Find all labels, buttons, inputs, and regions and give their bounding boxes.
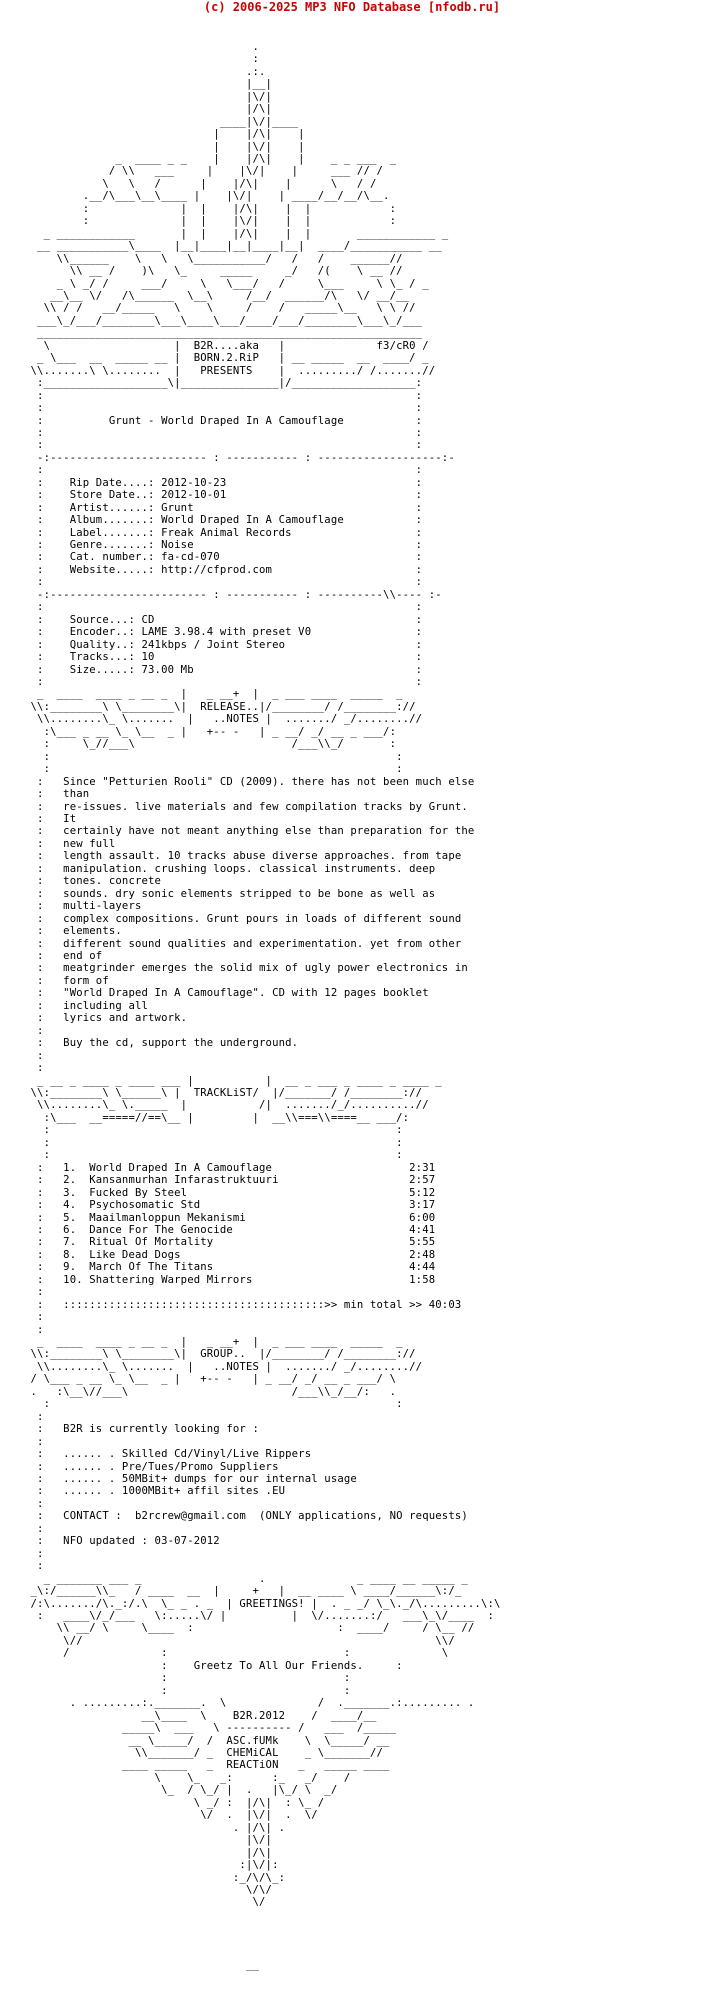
nfo-line: \// \\/	[24, 1634, 455, 1647]
nfo-line: :\___ __=====//==\__ | | __\\===\\====__ ___/:	[24, 1111, 410, 1124]
nfo-line: __\____ \ B2R.2012 / ____/__	[24, 1709, 377, 1722]
nfo-line: : Genre.......: Noise :	[24, 539, 423, 552]
nfo-line: :	[24, 1410, 44, 1423]
nfo-line: _ _______ ___ _ . _ ____ __ _____ _	[24, 1572, 468, 1585]
nfo-line: __\__ \/ /\______ \__\ /__/ ______/\ \/ __/__	[24, 289, 410, 302]
nfo-line: \\ __ / )\ \_ _____ _/ /( \ __ //	[24, 265, 403, 278]
nfo-line: :	[24, 1311, 44, 1324]
nfo-line: _ ____________ | | |/\| | | ____________ _	[24, 227, 449, 240]
nfo-line: :	[24, 1497, 44, 1510]
nfo-line: : 6. Dance For The Genocide 4:41	[24, 1223, 436, 1236]
nfo-line: _ \ _/ / ___/ \ \___/ / \___ \ \_ / _	[24, 277, 429, 290]
nfo-line: : ...... . Skilled Cd/Vinyl/Live Rippers	[24, 1448, 312, 1461]
nfo-line: . |/\| .	[24, 1821, 286, 1834]
nfo-line: \\:________\ \________\| GROUP.. |/________/ /________://	[24, 1348, 416, 1361]
nfo-line: \ _/ : |/\| : \_ /	[24, 1796, 325, 1809]
nfo-line: \\:________\ \________\| RELEASE..|/________/ /________://	[24, 700, 416, 713]
nfo-line: : ::::::::::::::::::::::::::::::::::::::::>> min total >> 40:03	[24, 1298, 462, 1311]
nfo-line: : Artist......: Grunt :	[24, 501, 423, 514]
nfo-line: :	[24, 1547, 44, 1560]
nfo-line: : length assault. 10 tracks abuse diverse approaches. from tape	[24, 850, 462, 863]
nfo-line: :\___ _ __ \_ \__ _ | +-- - | _ __/ _/ __ _ ___/:	[24, 725, 397, 738]
nfo-line: : "World Draped In A Camouflage". CD with 12 pages booklet	[24, 987, 429, 1000]
nfo-line: : ...... . 50MBit+ dumps for our internal usage	[24, 1473, 357, 1486]
nfo-line: : manipulation. crushing loops. classical instruments. deep	[24, 862, 436, 875]
nfo-line: \ | B2R....aka | f3/cR0 /	[24, 339, 429, 352]
nfo-line: \/ . |\/| . \/	[24, 1809, 318, 1822]
nfo-line: : 9. March Of The Titans 4:44	[24, 1261, 436, 1274]
nfo-line: : CONTACT : b2rcrew@gmail.com (ONLY applications, NO requests)	[24, 1510, 468, 1523]
nfo-line: -:------------------------ : ----------- : -------------------:-	[24, 451, 455, 464]
nfo-line: \ \ / | |/\| | \ / /	[24, 177, 377, 190]
nfo-line: : 5. Maailmanloppun Mekanismi 6:00	[24, 1211, 436, 1224]
nfo-line: :___________________\|_______________|/___________________:	[24, 377, 423, 390]
nfo-line: .:.	[24, 65, 266, 78]
nfo-line: \\........\_ \....... | ..NOTES | ......./ _/........//	[24, 1360, 423, 1373]
nfo-line: : re-issues. live materials and few compilation tracks by Grunt.	[24, 800, 468, 813]
nfo-line: : Greetz To All Our Friends. :	[24, 1659, 403, 1672]
nfo-line: . .........:._______. \ / ._______.:......... .	[24, 1697, 475, 1710]
nfo-line: : Since "Petturien Rooli" CD (2009). there has not been much else	[24, 775, 475, 788]
nfo-line: : 8. Like Dead Dogs 2:48	[24, 1248, 436, 1261]
nfo-line: \\:________\ \______\ | TRACKLiST/ |/_______/ /________://	[24, 1086, 423, 1099]
nfo-line: _ ____ ____ _ __ _ | _ __+ | _ ___ ____ _____ _	[24, 688, 403, 701]
nfo-line: | |/\| |	[24, 128, 305, 141]
nfo-line: |/\|	[24, 1846, 273, 1859]
nfo-line: : Quality..: 241kbps / Joint Stereo :	[24, 638, 423, 651]
nfo-line: : Album.......: World Draped In A Camouflage :	[24, 514, 423, 527]
nfo-line: : | | |/\| | | :	[24, 202, 397, 215]
nfo-line: . :\__\//___\ /___\\_/__/: .	[24, 1385, 397, 1398]
nfo-line: |\/|	[24, 90, 273, 103]
nfo-line: :	[24, 1323, 44, 1336]
nfo-line: : ____\/_/___ \:.....\/ | | \/.......:/ ___\_\/____ :	[24, 1610, 495, 1622]
nfo-line: :_/\/\_:	[24, 1871, 286, 1884]
nfo-line: .	[24, 40, 260, 53]
nfo-line: : tones. concrete	[24, 875, 162, 888]
nfo-line: \\ __/ \ \____ : : ____/ / \__ //	[24, 1622, 475, 1635]
nfo-line: : :	[24, 601, 423, 614]
nfo-line: : :	[24, 1136, 403, 1149]
nfo-line: : 4. Psychosomatic Std 3:17	[24, 1199, 436, 1212]
nfo-line: : :	[24, 1672, 351, 1685]
nfo-line: ____ _____ _ REACTiON _ _____ ____	[24, 1759, 390, 1772]
nfo-line: : 2. Kansanmurhan Infarastruktuuri 2:57	[24, 1174, 436, 1187]
nfo-line: : Rip Date....: 2012-10-23 :	[24, 476, 423, 489]
nfo-line: : Encoder..: LAME 3.98.4 with preset V0 :	[24, 626, 423, 639]
nfo-line: |__|	[24, 78, 273, 91]
nfo-line: : 3. Fucked By Steel 5:12	[24, 1186, 436, 1199]
nfo-line: : :	[24, 1124, 403, 1137]
nfo-line: ____|\/|____	[24, 115, 299, 128]
nfo-line: ___\_/___/________\___\____\___/____/___/________\___\_/___	[24, 314, 423, 327]
nfo-line: : Source...: CD :	[24, 613, 423, 626]
nfo-document	[0, 16, 704, 2004]
nfo-line: : \_//___\ /___\\_/ :	[24, 738, 397, 751]
nfo-line: : ...... . 1000MBit+ affil sites .EU	[24, 1485, 286, 1498]
nfo-line: _ ____ ____ _ __ _ | _ __+ | _ ___ ____ _____ _	[24, 1336, 403, 1349]
nfo-line: .__/\___\__\____ | |\/| | ____/__/__/\__.	[24, 190, 390, 203]
nfo-line: _____\ ___ \ ---------- / ___ /_____	[24, 1722, 397, 1735]
nfo-line: \ \_ _: :_ _/ /	[24, 1771, 351, 1784]
nfo-line: :	[24, 1062, 44, 1075]
nfo-line: / \\ ___ | |\/| | ___ // /	[24, 165, 384, 178]
nfo-line: /:\......./\._:/.\ \_ _ . _ | GREETINGS! | . _ _/ \_\._/\.........\:\	[24, 1597, 501, 1610]
nfo-line: : Buy the cd, support the underground.	[24, 1037, 299, 1050]
nfo-line: \_ / \_/ | . |\_/ \ _/	[24, 1784, 338, 1797]
nfo-line: : Website.....: http://cfprod.com :	[24, 563, 423, 576]
nfo-line: _ __ _ ____ _ ____ ___ | | __ _ ___ _ ____ _ ____ _	[24, 1074, 442, 1087]
nfo-line: : ...... . Pre/Tues/Promo Suppliers	[24, 1460, 279, 1473]
nfo-line: __ ___________\____ |__|____|__|____|__| ____/___________ __	[24, 240, 442, 253]
nfo-line: __ \_____/ / ASC.fUMk \ \_____/ __	[24, 1734, 390, 1747]
nfo-line: : elements.	[24, 925, 122, 938]
nfo-line: : :	[24, 426, 423, 439]
nfo-line: : lyrics and artwork.	[24, 1012, 188, 1025]
nfo-line: \\........\_ \....... | ..NOTES | ......./ _/........//	[24, 713, 423, 726]
nfo-line: : :	[24, 1149, 403, 1162]
nfo-line: : It	[24, 813, 77, 825]
nfo-line: : Cat. number.: fa-cd-070 :	[24, 551, 423, 564]
nfo-line: : :	[24, 464, 423, 477]
nfo-line: : Tracks...: 10 :	[24, 651, 423, 664]
nfo-line: : :	[24, 1684, 351, 1697]
nfo-line: -:------------------------ : ----------- : ----------\\---- :-	[24, 588, 442, 601]
nfo-line: _ ____ _ _ | |/\| | _ _ ___ _	[24, 152, 397, 165]
nfo-line: : 1. World Draped In A Camouflage 2:31	[24, 1161, 436, 1174]
nfo-line: : | | |\/| | | :	[24, 215, 397, 228]
nfo-line: :	[24, 1286, 44, 1299]
nfo-line: : :	[24, 763, 403, 776]
nfo-line: |/\|	[24, 103, 273, 116]
nfo-line: \\........\_ \._____ | /| ......./_/..........//	[24, 1099, 429, 1112]
nfo-line: ___________________________________________________________	[24, 327, 423, 340]
nfo-line: :	[24, 1435, 44, 1448]
nfo-line: : :	[24, 1398, 403, 1411]
nfo-line: : :	[24, 576, 423, 589]
nfo-line: : multi-layers	[24, 900, 142, 913]
nfo-line: : 10. Shattering Warped Mirrors 1:58	[24, 1273, 436, 1286]
nfo-line: : :	[24, 402, 423, 415]
nfo-line: _\:/______\\_ / ____ __ | + | __ ____ \ ____/______\:/_	[24, 1585, 462, 1598]
nfo-line: :|\/|:	[24, 1859, 279, 1872]
nfo-line: : sounds. dry sonic elements stripped to be bone as well as	[24, 887, 436, 900]
nfo-line: |\/|	[24, 1834, 273, 1847]
nfo-line: :	[24, 53, 260, 66]
nfo-line: \\.......\ \........ | PRESENTS | ........./ /.......//	[24, 364, 436, 377]
nfo-line: :	[24, 1049, 44, 1062]
nfo-line: : complex compositions. Grunt pours in loads of different sound	[24, 912, 462, 925]
nfo-line: : certainly have not meant anything else than preparation for the	[24, 825, 475, 838]
nfo-line: : :	[24, 439, 423, 452]
nfo-line: : different sound qualities and experimentation. yet from other	[24, 937, 462, 950]
nfo-line: : Store Date..: 2012-10-01 :	[24, 489, 423, 502]
nfo-text	[0, 16, 704, 1971]
nfo-line: : Label.......: Freak Animal Records :	[24, 526, 423, 539]
nfo-line: / : : \	[24, 1647, 449, 1660]
copyright-header[interactable]: (c) 2006-2025 MP3 NFO Database [nfodb.ru]	[203, 0, 501, 14]
nfo-line: : end of	[24, 949, 103, 962]
nfo-line: | |\/| |	[24, 140, 305, 153]
nfo-line: : :	[24, 676, 423, 689]
nfo-line: : new full	[24, 837, 116, 850]
nfo-line: __	[24, 1958, 260, 1971]
nfo-line: : form of	[24, 974, 109, 987]
nfo-line: : Size.....: 73.00 Mb :	[24, 663, 423, 676]
nfo-line: / \___ _ __ \_ \__ _ | +-- - | _ __/ _/ __ _ ___/ \	[24, 1373, 397, 1386]
nfo-line: \\______ \ \ \___________/ / / ______//	[24, 252, 403, 265]
nfo-line: : including all	[24, 999, 149, 1012]
nfo-line: \/\/	[24, 1883, 273, 1896]
nfo-line: : meatgrinder emerges the solid mix of ugly power electronics in	[24, 962, 468, 975]
nfo-line: :	[24, 1560, 44, 1573]
nfo-line: : B2R is currently looking for :	[24, 1423, 260, 1436]
nfo-line: : than	[24, 788, 90, 801]
nfo-line: : :	[24, 389, 423, 402]
nfo-line: \\ / / __/_____ \ \ / / _____\__ \ \ //	[24, 302, 416, 315]
nfo-line: : :	[24, 750, 403, 763]
nfo-line: : NFO updated : 03-07-2012	[24, 1535, 220, 1548]
nfo-line: : Grunt - World Draped In A Camouflage :	[24, 414, 423, 427]
nfo-line: :	[24, 1024, 44, 1037]
nfo-line: : 7. Ritual Of Mortality 5:55	[24, 1236, 436, 1249]
nfo-line: \/	[24, 1896, 266, 1909]
nfo-line: \\_______/ _ CHEMiCAL _ \_______//	[24, 1746, 384, 1759]
nfo-line: :	[24, 1522, 44, 1535]
nfo-line: _ \___ __ _____ __ | BORN.2.RiP | __ _____ __ ____/ _	[24, 352, 429, 365]
